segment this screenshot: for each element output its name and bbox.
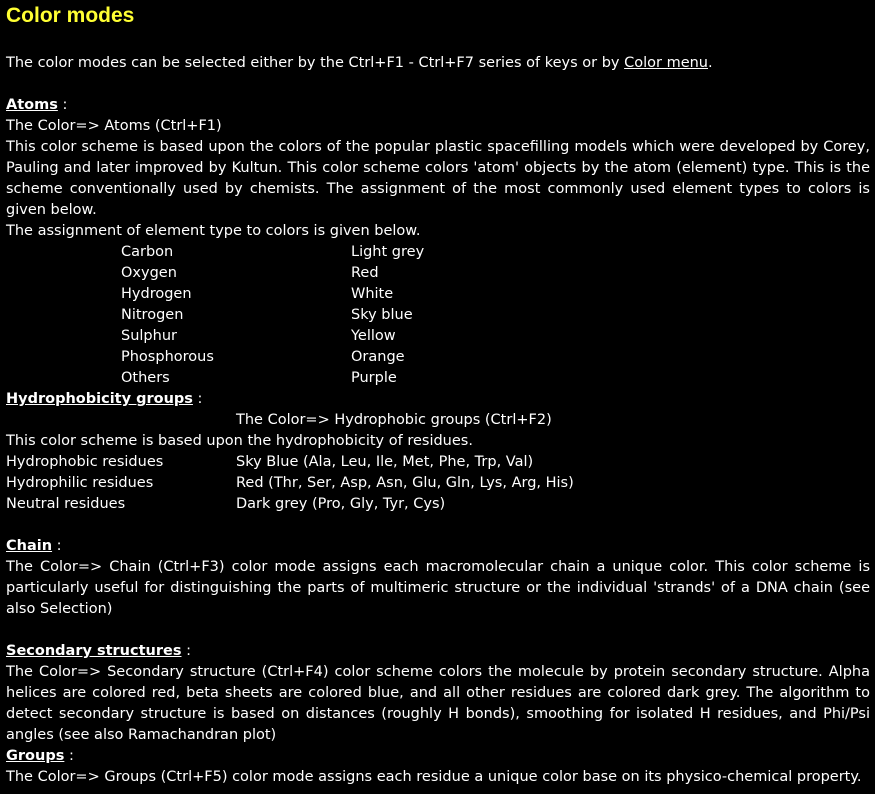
residue-group-row xyxy=(6,473,870,494)
residue-group-label: Hydrophobic residues xyxy=(6,454,164,470)
intro-paragraph xyxy=(6,53,870,74)
secondary-structures-heading-label: Secondary structures xyxy=(6,643,182,659)
residue-group-row xyxy=(6,452,870,473)
element-color: Sky blue xyxy=(351,307,413,323)
atom-color-row xyxy=(6,263,870,284)
atom-color-row xyxy=(6,284,870,305)
element-name: Carbon xyxy=(121,244,174,260)
element-name: Nitrogen xyxy=(121,307,184,323)
atoms-menu-line: The Color=> Atoms (Ctrl+F1) xyxy=(6,118,222,134)
residue-group-value: Red (Thr, Ser, Asp, Asn, Glu, Gln, Lys, Arg, His) xyxy=(236,475,574,491)
intro-text-end: . xyxy=(708,55,713,71)
color-menu-link[interactable]: Color menu xyxy=(624,55,709,71)
atoms-table-intro: The assignment of element type to colors is given below. xyxy=(6,223,421,239)
element-name: Others xyxy=(121,370,170,386)
chain-heading xyxy=(6,536,870,557)
atoms-description: This color scheme is based upon the colors of the popular plastic spacefilling models which were developed by Corey, Pauling and later improved by Kultun. This color scheme colors 'atom' objects by the atom (element) type. This is the scheme conventionally used by chemists. The assignment of the most commonly used element types to colors is given below. xyxy=(6,139,870,218)
intro-text: The color modes can be selected either by the Ctrl+F1 - Ctrl+F7 series of keys or by xyxy=(6,55,625,71)
spacer xyxy=(6,32,870,53)
residue-group-table xyxy=(6,452,870,515)
element-name: Oxygen xyxy=(121,265,177,281)
chain-heading-label: Chain xyxy=(6,538,53,554)
atom-color-row xyxy=(6,326,870,347)
spacer xyxy=(6,515,870,536)
spacer xyxy=(6,74,870,95)
heading-separator: : xyxy=(192,391,203,407)
heading-separator: : xyxy=(52,538,62,554)
heading-separator: : xyxy=(64,748,74,764)
page-title: Color modes xyxy=(6,4,135,27)
atom-color-row xyxy=(6,305,870,326)
element-name: Sulphur xyxy=(121,328,177,344)
secondary-structures-heading xyxy=(6,641,870,662)
atoms-heading-label: Atoms xyxy=(6,97,58,113)
element-color: Red xyxy=(351,265,379,281)
heading-separator: : xyxy=(181,643,191,659)
element-color: Orange xyxy=(351,349,405,365)
chain-description: The Color=> Chain (Ctrl+F3) color mode assigns each macromolecular chain a unique color. This color scheme is particularly useful for distinguishing the parts of multimeric structure or the individual 'strands' of a DNA chain (see also Selection) xyxy=(6,559,870,617)
element-color: White xyxy=(351,286,394,302)
element-color: Purple xyxy=(351,370,397,386)
groups-description: The Color=> Groups (Ctrl+F5) color mode assigns each residue a unique color base on its physico-chemical property. xyxy=(6,769,862,785)
secondary-structures-description: The Color=> Secondary structure (Ctrl+F4) color scheme colors the molecule by protein secondary structure. Alpha helices are colored red, beta sheets are colored blue, and all other residues are colored dark grey. The algorithm to detect secondary structure is based on distances (roughly H bonds), smoothing for isolated H residues, and Phi/Psi angles (see also Ramachandran plot) xyxy=(6,664,870,743)
atom-color-row xyxy=(6,242,870,263)
hydrophobicity-heading-label: Hydrophobicity groups xyxy=(6,391,193,407)
groups-heading-label: Groups xyxy=(6,748,65,764)
residue-group-value: Dark grey (Pro, Gly, Tyr, Cys) xyxy=(236,496,446,512)
hydrophobicity-heading xyxy=(6,389,870,410)
residue-group-row xyxy=(6,494,870,515)
residue-group-label: Hydrophilic residues xyxy=(6,475,154,491)
element-name: Phosphorous xyxy=(121,349,214,365)
element-color: Light grey xyxy=(351,244,425,260)
element-color: Yellow xyxy=(351,328,396,344)
groups-heading xyxy=(6,746,870,767)
spacer xyxy=(6,620,870,641)
element-name: Hydrogen xyxy=(121,286,192,302)
hydrophobicity-description: This color scheme is based upon the hydrophobicity of residues. xyxy=(6,433,473,449)
atom-color-table xyxy=(6,242,870,389)
residue-group-label: Neutral residues xyxy=(6,496,126,512)
atoms-heading xyxy=(6,95,870,116)
heading-separator: : xyxy=(57,97,68,113)
hydrophobicity-menu-line: The Color=> Hydrophobic groups (Ctrl+F2) xyxy=(236,412,552,428)
residue-group-value: Sky Blue (Ala, Leu, Ile, Met, Phe, Trp, Val) xyxy=(236,454,534,470)
atom-color-row xyxy=(6,368,870,389)
atom-color-row xyxy=(6,347,870,368)
help-page xyxy=(6,0,870,788)
